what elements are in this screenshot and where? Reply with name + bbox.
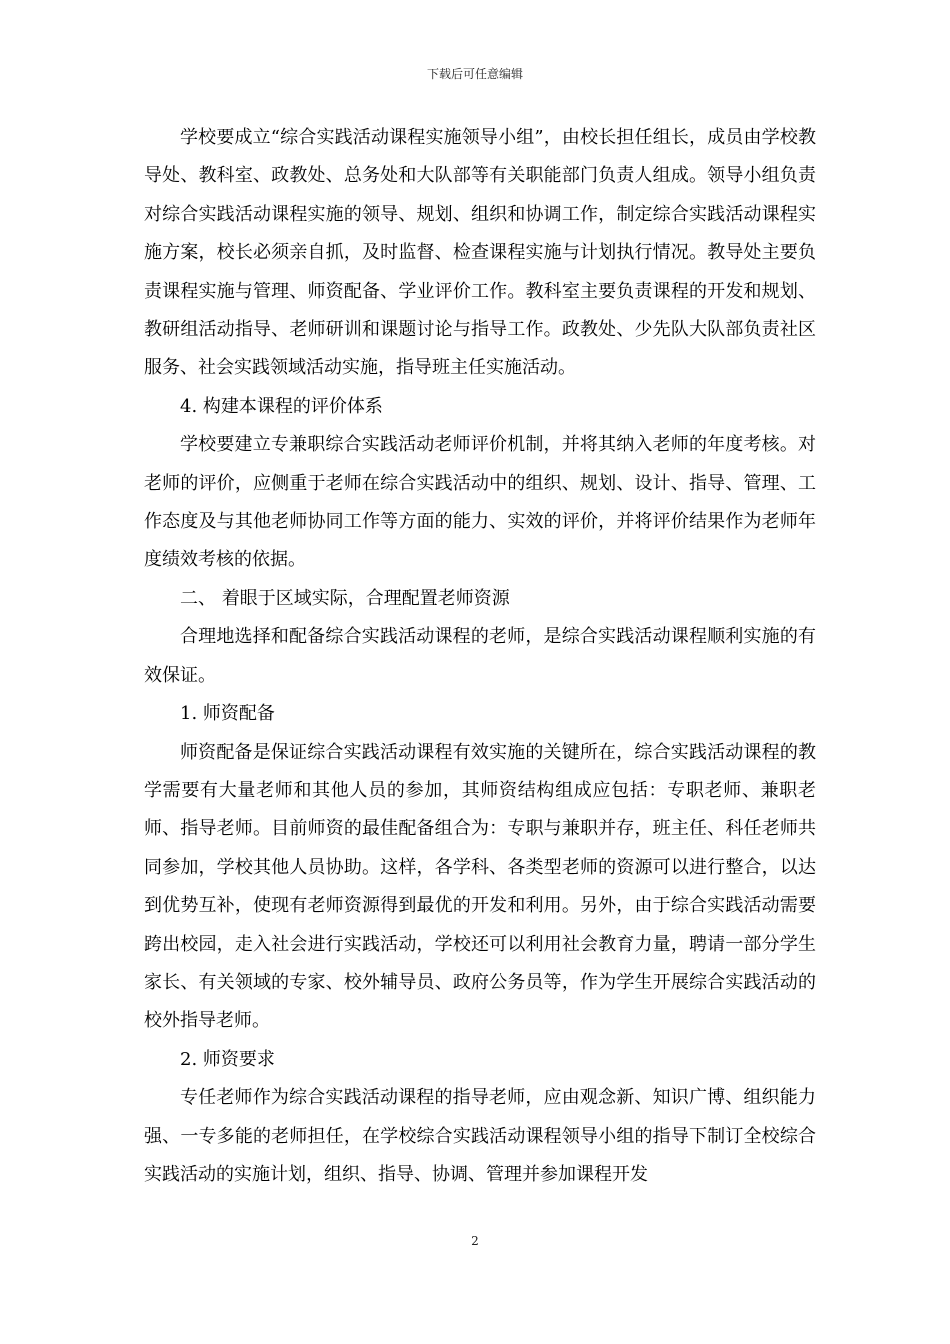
heading-teacher-resources: 二、 着眼于区域实际，合理配置老师资源 [180, 587, 510, 609]
paragraph-teacher-selection: 合理地选择和配备综合实践活动课程的老师，是综合实践活动课程顺利实施的有效保证。 [144, 626, 816, 686]
paragraph-staff-requirements: 专任老师作为综合实践活动课程的指导老师，应由观念新、知识广博、组织能力强、一专多能的老师担任，在学校综合实践活动课程领导小组的指导下制订全校综合实践活动的实施计划，组织、指导、协调、管理并参加课程开发 [144, 1087, 816, 1185]
heading-staffing: 1. 师资配备 [180, 703, 275, 725]
page-number: 2 [471, 1234, 479, 1248]
paragraph-staffing: 师资配备是保证综合实践活动课程有效实施的关键所在，综合实践活动课程的教学需要有大量老师和其他人员的参加，其师资结构组成应包括：专职老师、兼职老师、指导老师。目前师资的最佳配备组合为：专职与兼职并存，班主任、科任老师共同参加，学校其他人员协助。这样，各学科、各类型老师的资源可以进行整合，以达到优势互补，使现有老师资源得到最优的开发和利用。另外，由于综合实践活动需要跨出校园，走入社会进行实践活动，学校还可以利用社会教育力量，聘请一部分学生家长、有关领域的专家、校外辅导员、政府公务员等，作为学生开展综合实践活动的校外指导老师。 [144, 741, 816, 1032]
document-body [144, 119, 816, 1194]
paragraph-leadership-group: 学校要成立“综合实践活动课程实施领导小组”，由校长担任组长，成员由学校教导处、教科室、政教处、总务处和大队部等有关职能部门负责人组成。领导小组负责对综合实践活动课程实施的领导、规划、组织和协调工作，制定综合实践活动课程实施方案，校长必须亲自抓，及时监督、检查课程实施与计划执行情况。教导处主要负责课程实施与管理、师资配备、学业评价工作。教科室主要负责课程的开发和规划、教研组活动指导、老师研训和课题讨论与指导工作。政教处、少先队大队部负责社区服务、社会实践领域活动实施，指导班主任实施活动。 [144, 127, 816, 379]
heading-staff-requirements: 2. 师资要求 [180, 1048, 275, 1070]
page-header: 下载后可任意编辑 [426, 67, 523, 81]
heading-evaluation-system: 4. 构建本课程的评价体系 [180, 395, 383, 417]
paragraph-evaluation-mechanism: 学校要建立专兼职综合实践活动老师评价机制，并将其纳入老师的年度考核。对老师的评价，应侧重于老师在综合实践活动中的组织、规划、设计、指导、管理、工作态度及与其他老师协同工作等方面的能力、实效的评价，并将评价结果作为老师年度绩效考核的依据。 [144, 434, 816, 571]
